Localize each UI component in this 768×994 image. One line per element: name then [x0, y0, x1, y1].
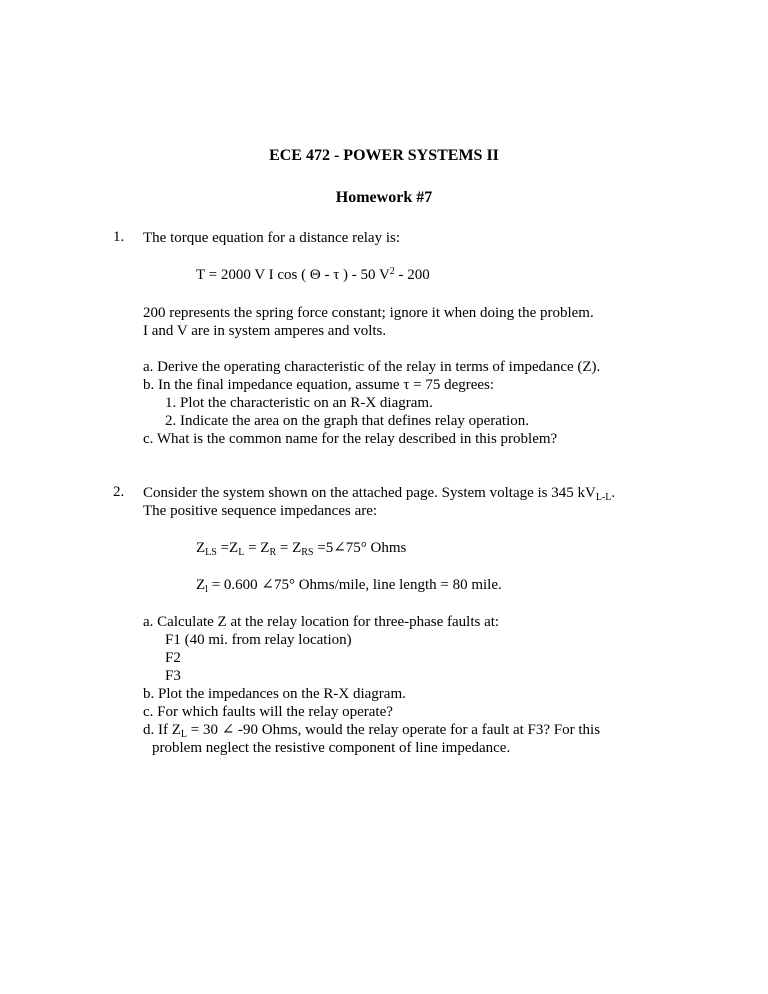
- part-d-rest: = 30 ∠ -90 Ohms, would the relay operate for a fault at F3? For this: [187, 722, 601, 738]
- fault-f2: F2: [165, 650, 181, 666]
- z-subscript-l: L: [238, 547, 245, 558]
- problem-1-part-b: b. In the final impedance equation, assume τ = 75 degrees:: [143, 377, 495, 393]
- voltage-subscript: L-L: [595, 492, 612, 503]
- z-subscript-r: R: [269, 547, 277, 558]
- problem-1-number: 1.: [113, 229, 125, 245]
- line-impedance-equation: [196, 576, 502, 594]
- z-equals-2: = Z: [244, 540, 270, 556]
- problem-2-part-d-continued: problem neglect the resistive component of line impedance.: [152, 740, 511, 756]
- problem-1-part-b1: 1. Plot the characteristic on an R-X diagram.: [165, 395, 433, 411]
- problem-1-part-a: a. Derive the operating characteristic of the relay in terms of impedance (Z).: [143, 359, 601, 375]
- problem-2-part-c: c. For which faults will the relay operate?: [143, 704, 393, 720]
- torque-equation-tail: - 200: [394, 267, 430, 283]
- fault-f3: F3: [165, 668, 181, 684]
- problem-2-number: 2.: [113, 484, 125, 500]
- part-d-subscript: L: [180, 729, 188, 740]
- problem-2-part-d: [143, 721, 600, 739]
- impedance-equation: [196, 539, 406, 557]
- z-symbol: Z: [196, 540, 206, 556]
- problem-1-intro: The torque equation for a distance relay is:: [143, 230, 400, 246]
- fault-f1: F1 (40 mi. from relay location): [165, 632, 352, 648]
- z-subscript-rs: RS: [301, 547, 314, 558]
- document-subtitle: Homework #7: [335, 189, 433, 206]
- z-equals-1: =Z: [216, 540, 239, 556]
- torque-equation-exponent: 2: [389, 266, 395, 277]
- z1-value: = 0.600 ∠75° Ohms/mile, line length = 80 mile.: [207, 577, 502, 593]
- problem-1-part-c: c. What is the common name for the relay described in this problem?: [143, 431, 558, 447]
- problem-2-part-a: a. Calculate Z at the relay location for three-phase faults at:: [143, 614, 500, 630]
- z-equals-3: = Z: [276, 540, 302, 556]
- z1-subscript: l: [205, 584, 208, 595]
- z1-symbol: Z: [196, 577, 206, 593]
- torque-equation: [196, 266, 430, 284]
- problem-1-part-b2: 2. Indicate the area on the graph that defines relay operation.: [165, 413, 530, 429]
- part-d-main: d. If Z: [143, 722, 181, 738]
- z-subscript-ls: LS: [205, 547, 217, 558]
- problem-2-line-1: [143, 484, 615, 502]
- problem-2-line-1-main: Consider the system shown on the attached page. System voltage is 345 kV: [143, 485, 596, 501]
- problem-2-part-b: b. Plot the impedances on the R-X diagram.: [143, 686, 406, 702]
- problem-1-note-2: I and V are in system amperes and volts.: [143, 323, 387, 339]
- problem-2-line-2: The positive sequence impedances are:: [143, 503, 378, 519]
- problem-2-line-1-end: .: [611, 485, 616, 501]
- torque-equation-main: T = 2000 V I cos ( Θ - τ ) - 50 V: [196, 267, 390, 283]
- document-title: ECE 472 - POWER SYSTEMS II: [269, 147, 499, 164]
- problem-1-note-1: 200 represents the spring force constant; ignore it when doing the problem.: [143, 305, 594, 321]
- z-value: =5∠75° Ohms: [313, 540, 407, 556]
